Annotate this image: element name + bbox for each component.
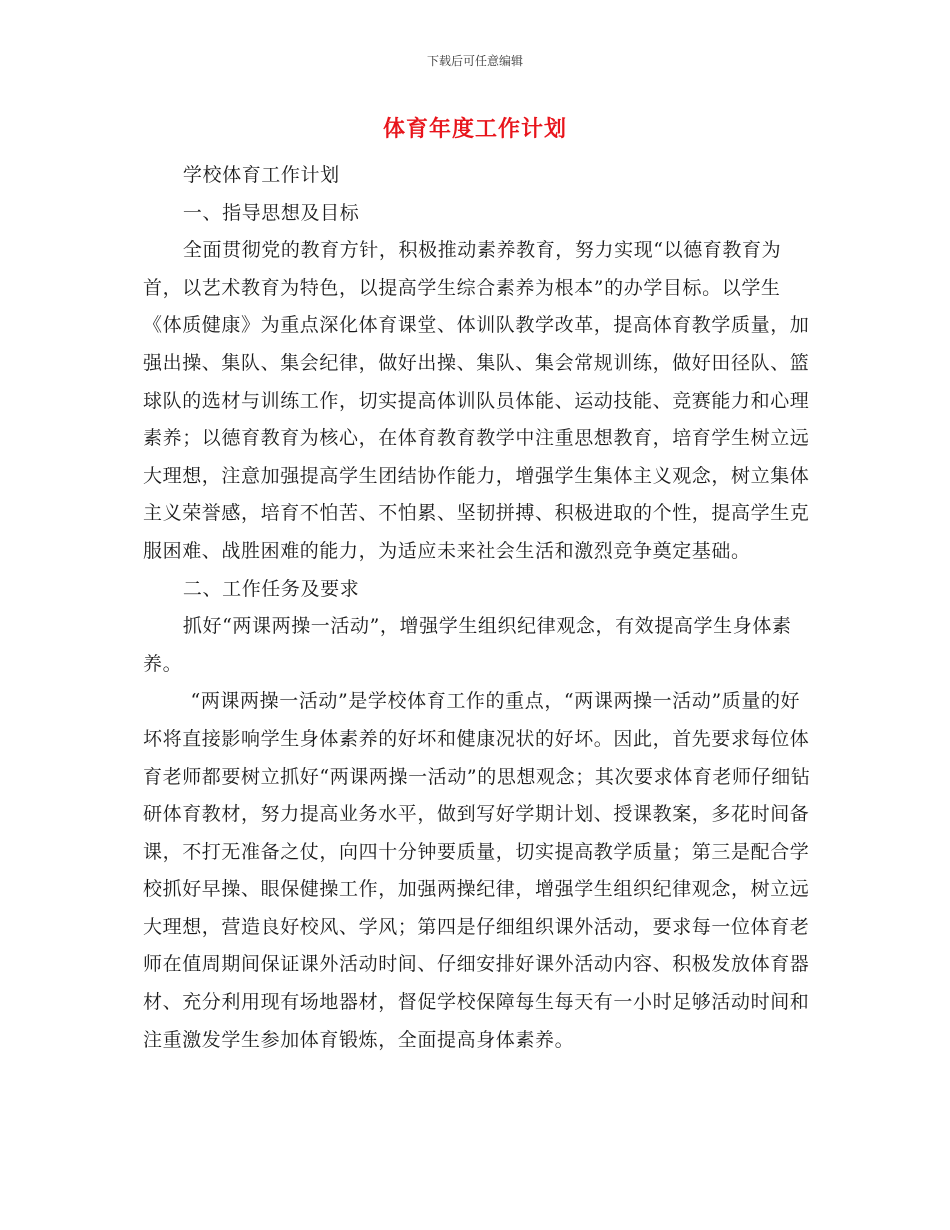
section-heading-2: 二、工作任务及要求: [182, 577, 360, 600]
document-title: 体育年度工作计划: [382, 117, 567, 142]
section-subtitle: 学校体育工作计划: [182, 164, 340, 186]
paragraph-task-summary: 抓好“两课两操一活动”，增强学生组织纪律观念，有效提高学生身体素养。: [143, 615, 792, 675]
paragraph-task-detail: “两课两操一活动”是学校体育工作的重点，“两课两操一活动”质量的好坏将直接影响学生身体素养的好坏和健康况状的好坏。因此，首先要求每位体育老师都要树立抓好“两课两操一活动”的思想观念；其次要求体育老师仔细钻研体育教材，努力提高业务水平，做到写好学期计划、授课教案，多花时间备课，不打无准备之仗，向四十分钟要质量，切实提高教学质量；第三是配合学校抓好早操、眼保健操工作，加强两操纪律，增强学生组织纪律观念，树立远大理想，营造良好校风、学风；第四是仔细组织课外活动，要求每一位体育老师在值周期间保证课外活动时间、仔细安排好课外活动内容、积极发放体育器材、充分利用现有场地器材，督促学校保障每生每天有一小时足够活动时间和注重激发学生参加体育锻炼，全面提高身体素养。: [143, 690, 811, 1051]
section-heading-1: 一、指导思想及目标: [182, 201, 360, 224]
document-body: [143, 157, 813, 1059]
paragraph-guiding-ideology: 全面贯彻党的教育方针，积极推动素养教育，努力实现“以德育教育为首，以艺术教育为特色，以提高学生综合素养为根本”的办学目标。以学生《体质健康》为重点深化体育课堂、体训队教学改革，提高体育教学质量，加强出操、集队、集会纪律，做好出操、集队、集会常规训练，做好田径队、篮球队的选材与训练工作，切实提高体训队员体能、运动技能、竞赛能力和心理素养；以德育教育为核心，在体育教育教学中注重思想教育，培育学生树立远大理想，注意加强提高学生团结协作能力，增强学生集体主义观念，树立集体主义荣誉感，培育不怕苦、不怕累、坚韧拼搏、积极进取的个性，提高学生克服困难、战胜困难的能力，为适应未来社会生活和激烈竞争奠定基础。: [143, 239, 810, 562]
page-header: 下载后可任意编辑: [426, 54, 523, 68]
